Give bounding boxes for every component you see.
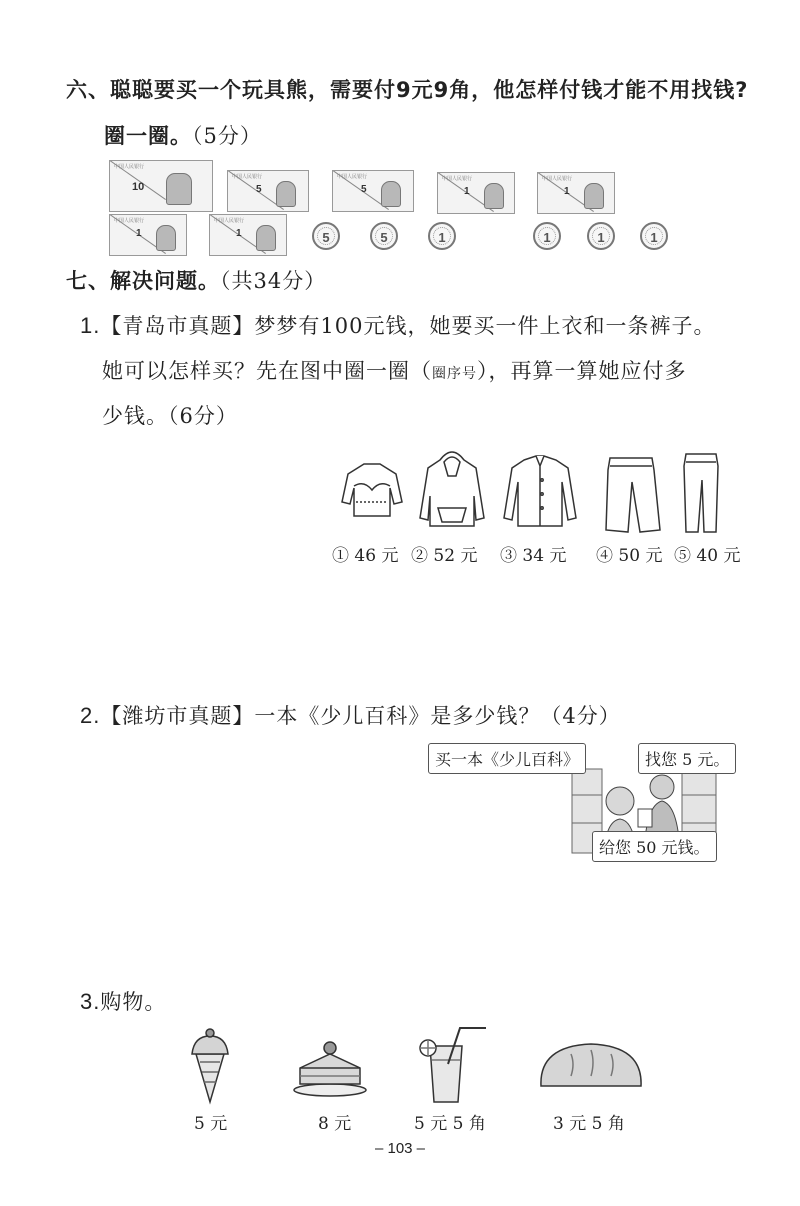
q6-score: （5分）	[192, 124, 262, 148]
bill-10-yuan: 中国人民银行 10	[109, 160, 213, 212]
p1-note: 圈序号	[432, 366, 477, 382]
p1-line2: 她可以怎样买？先在图中圈一圈（圈序号），再算一算她应付多	[102, 359, 687, 383]
p2-tag: 【潍坊市真题】	[100, 704, 255, 728]
clothes-illustration	[330, 446, 750, 536]
price-juice: 5 元 5 角	[414, 1114, 486, 1134]
p1-tag: 【青岛市真题】	[100, 314, 255, 338]
bill-5-yuan: 中国人民银行 5	[227, 170, 309, 212]
bread-icon	[541, 1044, 641, 1086]
page-number: – 103 –	[374, 1140, 426, 1157]
hoodie-icon	[420, 452, 484, 526]
price-item-2: ② 52 元	[411, 546, 478, 566]
coin-1-jiao: 1	[587, 222, 615, 250]
bill-1-yuan: 中国人民银行 1	[109, 214, 187, 256]
price-item-4: ④ 50 元	[596, 546, 663, 566]
p1-line1	[80, 310, 715, 340]
coin-1-jiao: 1	[640, 222, 668, 250]
q6-instruction: 圈一圈。	[104, 124, 192, 148]
coin-1-jiao: 1	[533, 222, 561, 250]
q7-title: 七、解决问题。	[66, 269, 220, 293]
bill-1-yuan: 中国人民银行 1	[437, 172, 515, 214]
q7-score: （共34分）	[220, 269, 327, 293]
q6-line1: 六、聪聪要买一个玩具熊，需要付9元9角，他怎样付钱才能不用找钱?	[66, 78, 749, 102]
bill-1-yuan: 中国人民银行 1	[209, 214, 287, 256]
coin-5-jiao: 5	[312, 222, 340, 250]
p2-text: 一本《少儿百科》是多少钱？（4分）	[254, 704, 621, 728]
p1-line3: 少钱。（6分）	[102, 404, 238, 428]
price-item-1: ① 46 元	[332, 546, 399, 566]
p3-line	[80, 986, 166, 1016]
p3-number: 3.	[80, 989, 101, 1014]
ice-cream-icon	[192, 1029, 228, 1102]
price-ice-cream: 5 元	[194, 1114, 228, 1134]
slim-pants-icon	[684, 454, 718, 532]
speech-bubble-buy: 买一本《少儿百科》	[428, 743, 586, 774]
bill-1-yuan: 中国人民银行 1	[537, 172, 615, 214]
shirt-icon	[504, 456, 576, 526]
p2-number: 2.	[80, 703, 101, 728]
coin-1-jiao: 1	[428, 222, 456, 250]
q6-line2	[104, 120, 262, 150]
p3-text: 购物。	[100, 990, 167, 1014]
speech-bubble-give: 给您 50 元钱。	[592, 831, 717, 862]
price-bread: 3 元 5 角	[553, 1114, 625, 1134]
p1-number: 1.	[80, 313, 101, 338]
speech-bubble-change: 找您 5 元。	[638, 743, 736, 774]
wide-pants-icon	[606, 458, 660, 532]
price-item-5: ⑤ 40 元	[674, 546, 741, 566]
p2-line	[80, 700, 621, 730]
bill-5-yuan: 中国人民银行 5	[332, 170, 414, 212]
p1-text: 梦梦有100元钱，她要买一件上衣和一条裤子。	[254, 314, 716, 338]
juice-icon	[420, 1028, 486, 1102]
coin-5-jiao: 5	[370, 222, 398, 250]
price-item-3: ③ 34 元	[500, 546, 567, 566]
shopping-items	[180, 1024, 650, 1108]
q7-heading	[66, 265, 326, 295]
cake-icon	[294, 1042, 366, 1096]
sweater-icon	[342, 464, 402, 516]
price-cake: 8 元	[318, 1114, 352, 1134]
